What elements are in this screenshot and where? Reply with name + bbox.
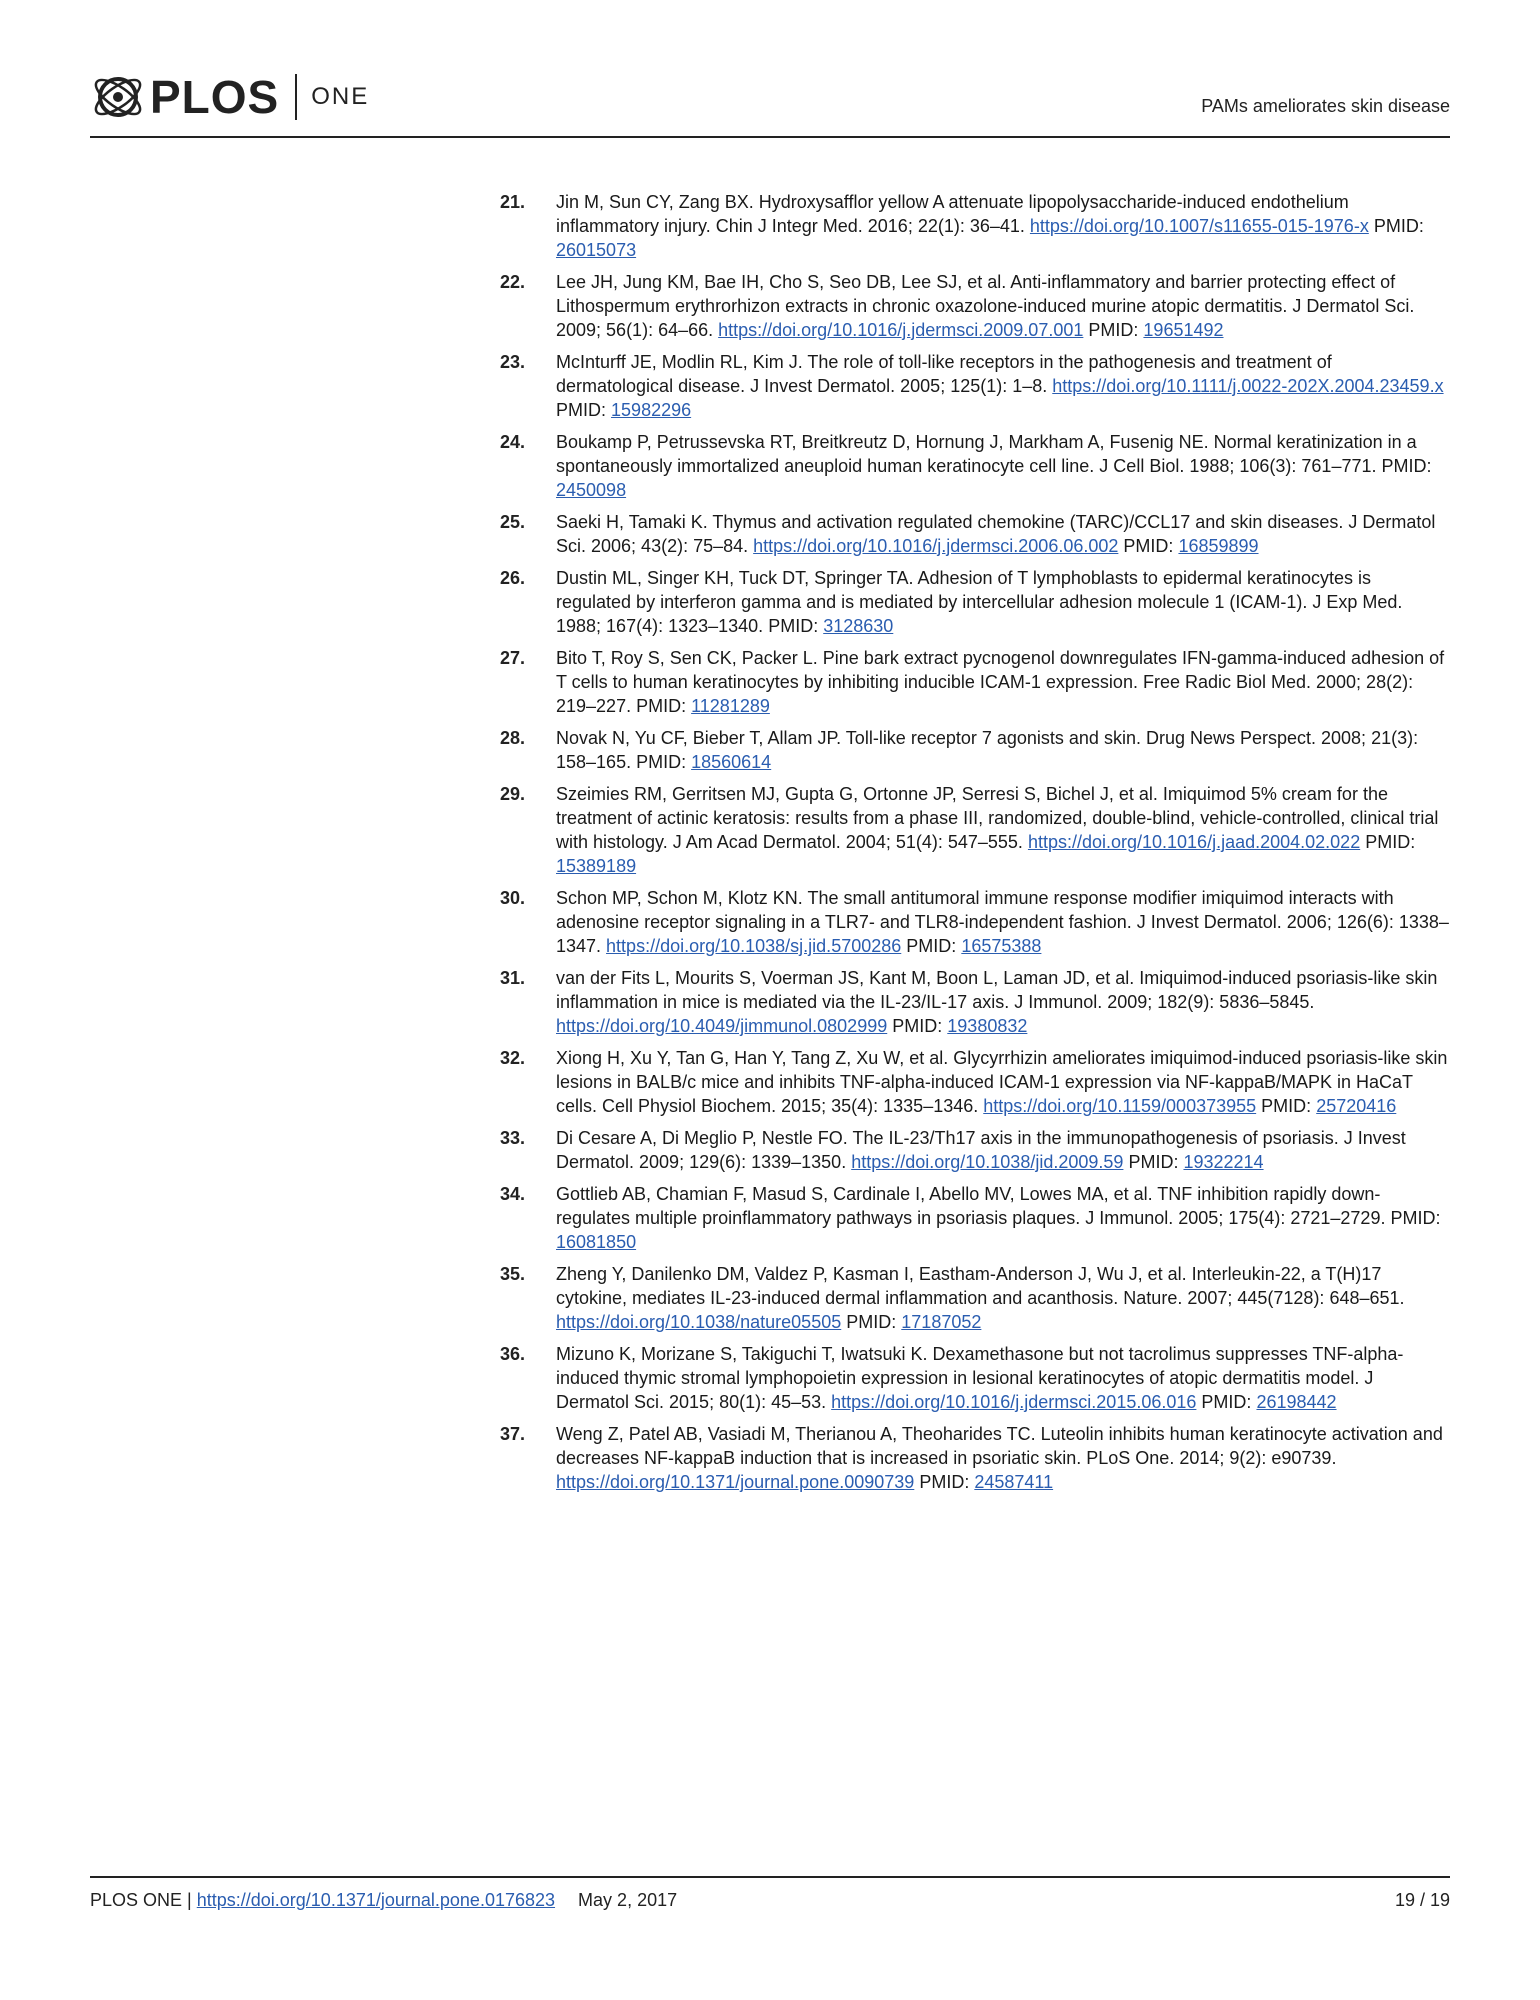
reference-number: 34. xyxy=(500,1184,526,1204)
reference-number: 32. xyxy=(500,1048,526,1068)
pmid-label: PMID: xyxy=(768,616,819,636)
logo-wordmark: PLOS xyxy=(150,71,280,123)
reference-item xyxy=(500,1182,1450,1254)
reference-doi-link[interactable]: https://doi.org/10.1016/j.jdermsci.2015.06.016 xyxy=(831,1392,1197,1412)
footer-doi-link[interactable]: https://doi.org/10.1371/journal.pone.0176823 xyxy=(196,1890,556,1910)
reference-text: Jin M, Sun CY, Zang BX. Hydroxysafflor yellow A attenuate lipopolysaccharide-induced endothelium inflammatory injury. Chin J Integr Med. 2016; 22(1): 36–41. xyxy=(556,192,1349,236)
reference-number: 21. xyxy=(500,192,526,212)
reference-list xyxy=(500,190,1450,1502)
reference-pmid-link[interactable]: 15389189 xyxy=(556,856,637,876)
reference-doi-link[interactable]: https://doi.org/10.1016/j.jdermsci.2006.06.002 xyxy=(753,536,1119,556)
reference-text: Weng Z, Patel AB, Vasiadi M, Therianou A, Theoharides TC. Luteolin inhibits human keratinocyte activation and decreases NF-kappaB induction that is increased in psoriatic skin. PLoS One. 2014; 9(2): e90739. xyxy=(556,1424,1443,1468)
reference-body xyxy=(556,1182,1450,1254)
reference-pmid-link[interactable]: 25720416 xyxy=(1316,1096,1397,1116)
reference-pmid-link[interactable]: 11281289 xyxy=(691,696,770,716)
pmid-label: PMID: xyxy=(846,1312,897,1332)
reference-body xyxy=(556,966,1450,1038)
page-footer xyxy=(90,1890,1450,1911)
pmid-label: PMID: xyxy=(1201,1392,1252,1412)
reference-text: Gottlieb AB, Chamian F, Masud S, Cardinale I, Abello MV, Lowes MA, et al. TNF inhibition rapidly down-regulates multiple proinflammatory pathways in psoriasis plaques. J Immunol. 2005; 175(4): 2721–2729. xyxy=(556,1184,1391,1228)
reference-number: 22. xyxy=(500,272,526,292)
reference-pmid-link[interactable]: 19380832 xyxy=(947,1016,1028,1036)
reference-text: Dustin ML, Singer KH, Tuck DT, Springer TA. Adhesion of T lymphoblasts to epidermal keratinocytes is regulated by interferon gamma and is mediated by intercellular adhesion molecule 1 (ICAM-1). J Exp Med. 1988; 167(4): 1323–1340. xyxy=(556,568,1403,636)
reference-pmid-link[interactable]: 26015073 xyxy=(556,240,637,260)
reference-item xyxy=(500,886,1450,958)
reference-item xyxy=(500,1262,1450,1334)
reference-item xyxy=(500,350,1450,422)
reference-body xyxy=(556,1262,1450,1334)
pmid-label: PMID: xyxy=(1373,216,1424,236)
reference-item xyxy=(500,430,1450,502)
reference-body xyxy=(556,1342,1450,1414)
reference-text: van der Fits L, Mourits S, Voerman JS, Kant M, Boon L, Laman JD, et al. Imiquimod-induced psoriasis-like skin inflammation in mice is mediated via the IL-23/IL-17 axis. J Immunol. 2009; 182(9): 5836–5845. xyxy=(556,968,1438,1012)
reference-doi-link[interactable]: https://doi.org/10.1038/sj.jid.5700286 xyxy=(606,936,902,956)
reference-text: Bito T, Roy S, Sen CK, Packer L. Pine bark extract pycnogenol downregulates IFN-gamma-induced adhesion of T cells to human keratinocytes by inhibiting inducible ICAM-1 expression. Free Radic Biol Med. 2000; 28(2): 219–227. xyxy=(556,648,1445,716)
reference-body xyxy=(556,510,1450,558)
page-header xyxy=(90,66,1450,138)
reference-item xyxy=(500,566,1450,638)
reference-text: Schon MP, Schon M, Klotz KN. The small antitumoral immune response modifier imiquimod interacts with adenosine receptor signaling in a TLR7- and TLR8-independent fashion. J Invest Dermatol. 2006; 126(6): 1338–1347. xyxy=(556,888,1449,956)
reference-pmid-link[interactable]: 19322214 xyxy=(1183,1152,1264,1172)
reference-pmid-link[interactable]: 16575388 xyxy=(961,936,1042,956)
reference-doi-link[interactable]: https://doi.org/10.1016/j.jdermsci.2009.07.001 xyxy=(718,320,1084,340)
reference-doi-link[interactable]: https://doi.org/10.1371/journal.pone.0090739 xyxy=(556,1472,915,1492)
reference-text: Xiong H, Xu Y, Tan G, Han Y, Tang Z, Xu W, et al. Glycyrrhizin ameliorates imiquimod-induced psoriasis-like skin lesions in BALB/c mice and inhibits TNF-alpha-induced ICAM-1 expression via NF-kappaB/MAPK in HaCaT cells. Cell Physiol Biochem. 2015; 35(4): 1335–1346. xyxy=(556,1048,1448,1116)
reference-item xyxy=(500,726,1450,774)
reference-text: Boukamp P, Petrussevska RT, Breitkreutz D, Hornung J, Markham A, Fusenig NE. Normal keratinization in a spontaneously immortalized aneuploid human keratinocyte cell line. J Cell Biol. 1988; 106(3): 761–771. xyxy=(556,432,1417,476)
reference-body xyxy=(556,350,1450,422)
reference-pmid-link[interactable]: 17187052 xyxy=(901,1312,982,1332)
reference-text: Szeimies RM, Gerritsen MJ, Gupta G, Ortonne JP, Serresi S, Bichel J, et al. Imiquimod 5% cream for the treatment of actinic keratosis: results from a phase III, randomized, double-blind, vehicle-controlled, clinical trial with histology. J Am Acad Dermatol. 2004; 51(4): 547–555. xyxy=(556,784,1439,852)
reference-item xyxy=(500,1342,1450,1414)
reference-item xyxy=(500,782,1450,878)
footer-date: May 2, 2017 xyxy=(578,1890,678,1910)
reference-doi-link[interactable]: https://doi.org/10.1111/j.0022-202X.2004.23459.x xyxy=(1052,376,1444,396)
reference-item xyxy=(500,646,1450,718)
logo-journal-name: ONE xyxy=(311,83,370,110)
reference-body xyxy=(556,782,1450,878)
reference-body xyxy=(556,566,1450,638)
reference-doi-link[interactable]: https://doi.org/10.1038/nature05505 xyxy=(556,1312,842,1332)
reference-number: 23. xyxy=(500,352,526,372)
reference-item xyxy=(500,190,1450,262)
pmid-label: PMID: xyxy=(1261,1096,1312,1116)
reference-pmid-link[interactable]: 26198442 xyxy=(1256,1392,1337,1412)
pmid-label: PMID: xyxy=(919,1472,970,1492)
plos-globe-icon xyxy=(90,69,146,125)
reference-item xyxy=(500,966,1450,1038)
reference-number: 28. xyxy=(500,728,526,748)
pmid-label: PMID: xyxy=(1123,536,1174,556)
reference-number: 24. xyxy=(500,432,526,452)
reference-item xyxy=(500,270,1450,342)
reference-number: 25. xyxy=(500,512,526,532)
reference-doi-link[interactable]: https://doi.org/10.1159/000373955 xyxy=(983,1096,1257,1116)
reference-item xyxy=(500,1046,1450,1118)
reference-pmid-link[interactable]: 18560614 xyxy=(691,752,772,772)
reference-text: Zheng Y, Danilenko DM, Valdez P, Kasman I, Eastham-Anderson J, Wu J, et al. Interleukin-22, a T(H)17 cytokine, mediates IL-23-induced dermal inflammation and acanthosis. Nature. 2007; 445(7128): 648–651. xyxy=(556,1264,1405,1308)
reference-body xyxy=(556,190,1450,262)
header-rule xyxy=(90,136,1450,138)
pmid-label: PMID: xyxy=(636,752,687,772)
plos-one-logo[interactable] xyxy=(90,66,369,128)
reference-pmid-link[interactable]: 15982296 xyxy=(611,400,692,420)
reference-number: 29. xyxy=(500,784,526,804)
reference-doi-link[interactable]: https://doi.org/10.1016/j.jaad.2004.02.022 xyxy=(1027,832,1361,852)
reference-text: Mizuno K, Morizane S, Takiguchi T, Iwatsuki K. Dexamethasone but not tacrolimus suppresses TNF-alpha-induced thymic stromal lymphopoietin expression in lesional keratinocytes of atopic dermatitis model. J Dermatol Sci. 2015; 80(1): 45–53. xyxy=(556,1344,1404,1412)
reference-pmid-link[interactable]: 2450098 xyxy=(556,480,627,500)
reference-number: 35. xyxy=(500,1264,526,1284)
reference-pmid-link[interactable]: 19651492 xyxy=(1143,320,1224,340)
reference-body xyxy=(556,270,1450,342)
reference-item xyxy=(500,1126,1450,1174)
reference-text: McInturff JE, Modlin RL, Kim J. The role of toll-like receptors in the pathogenesis and treatment of dermatological disease. J Invest Dermatol. 2005; 125(1): 1–8. xyxy=(556,352,1332,396)
pmid-label: PMID: xyxy=(1088,320,1139,340)
pmid-label: PMID: xyxy=(1381,456,1432,476)
reference-number: 36. xyxy=(500,1344,526,1364)
reference-number: 26. xyxy=(500,568,526,588)
reference-number: 27. xyxy=(500,648,526,668)
reference-body xyxy=(556,1422,1450,1494)
reference-item xyxy=(500,1422,1450,1494)
running-head: PAMs ameliorates skin disease xyxy=(1201,96,1450,116)
reference-doi-link[interactable]: https://doi.org/10.4049/jimmunol.0802999 xyxy=(556,1016,888,1036)
logo-divider xyxy=(295,74,297,120)
reference-pmid-link[interactable]: 24587411 xyxy=(974,1472,1054,1492)
pmid-label: PMID: xyxy=(636,696,687,716)
pmid-label: PMID: xyxy=(906,936,957,956)
reference-number: 37. xyxy=(500,1424,526,1444)
reference-item xyxy=(500,510,1450,558)
reference-text: Di Cesare A, Di Meglio P, Nestle FO. The IL-23/Th17 axis in the immunopathogenesis of psoriasis. J Invest Dermatol. 2009; 129(6): 1339–1350. xyxy=(556,1128,1406,1172)
reference-pmid-link[interactable]: 16081850 xyxy=(556,1232,637,1252)
pmid-label: PMID: xyxy=(1128,1152,1179,1172)
page-number: 19 / 19 xyxy=(1394,1890,1450,1910)
reference-text: Lee JH, Jung KM, Bae IH, Cho S, Seo DB, Lee SJ, et al. Anti-inflammatory and barrier protecting effect of Lithospermum erythrorhizon extracts in chronic oxazolone-induced murine atopic dermatitis. J Dermatol Sci. 2009; 56(1): 64–66. xyxy=(556,272,1415,340)
reference-pmid-link[interactable]: 16859899 xyxy=(1178,536,1259,556)
reference-doi-link[interactable]: https://doi.org/10.1038/jid.2009.59 xyxy=(851,1152,1124,1172)
pmid-label: PMID: xyxy=(892,1016,943,1036)
reference-body xyxy=(556,726,1450,774)
reference-text: Novak N, Yu CF, Bieber T, Allam JP. Toll-like receptor 7 agonists and skin. Drug News Perspect. 2008; 21(3): 158–165. xyxy=(556,728,1419,772)
reference-body xyxy=(556,886,1450,958)
reference-number: 33. xyxy=(500,1128,526,1148)
reference-number: 30. xyxy=(500,888,526,908)
pmid-label: PMID: xyxy=(556,400,607,420)
reference-body xyxy=(556,646,1450,718)
pmid-label: PMID: xyxy=(1390,1208,1441,1228)
reference-number: 31. xyxy=(500,968,526,988)
footer-rule xyxy=(90,1876,1450,1878)
reference-doi-link[interactable]: https://doi.org/10.1007/s11655-015-1976-x xyxy=(1029,216,1369,236)
reference-body xyxy=(556,1046,1450,1118)
reference-text: Saeki H, Tamaki K. Thymus and activation regulated chemokine (TARC)/CCL17 and skin diseases. J Dermatol Sci. 2006; 43(2): 75–84. xyxy=(556,512,1436,556)
reference-pmid-link[interactable]: 3128630 xyxy=(823,616,894,636)
reference-body xyxy=(556,1126,1450,1174)
reference-body xyxy=(556,430,1450,502)
footer-journal: PLOS ONE | xyxy=(90,1890,192,1910)
pmid-label: PMID: xyxy=(1365,832,1416,852)
